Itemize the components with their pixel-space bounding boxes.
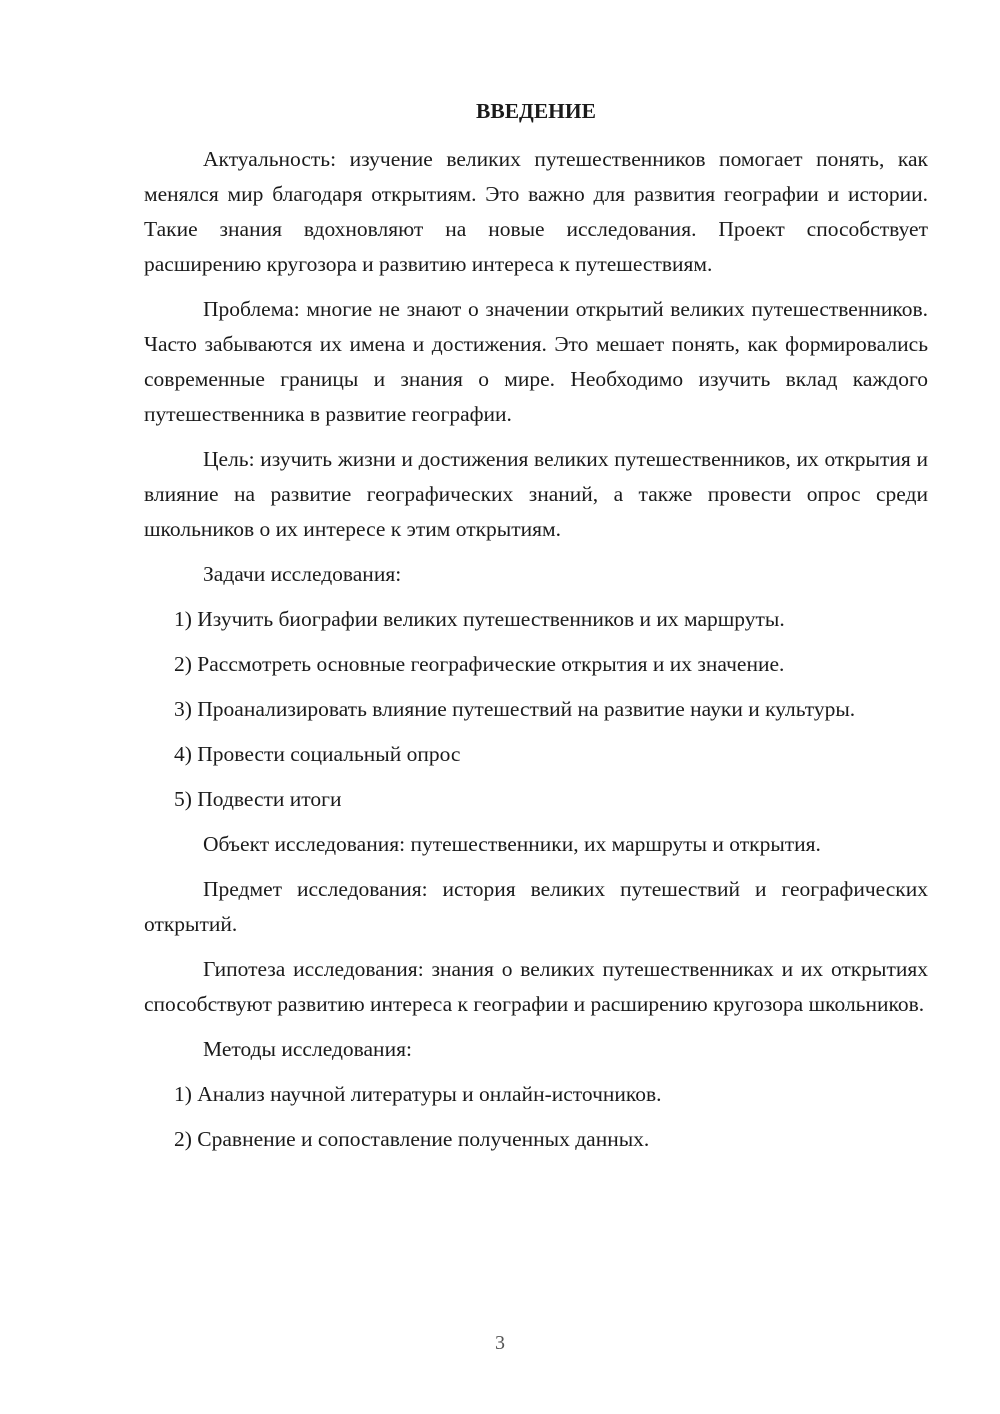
relevance-paragraph: Актуальность: изучение великих путешественников помогает понять, как менялся мир благодаря открытиям. Это важно для развития географии и истории. Такие знания вдохновляют на новые исследования. Проект способствует расширению кругозора и развитию интереса к путешествиям.: [144, 147, 928, 276]
method-item-2: 2) Сравнение и сопоставление полученных данных.: [174, 1127, 650, 1151]
hypothesis-paragraph: Гипотеза исследования: знания о великих путешественниках и их открытиях способствуют развитию интереса к географии и расширению кругозора школьников.: [144, 957, 928, 1016]
task-item-2: 2) Рассмотреть основные географические открытия и их значение.: [174, 652, 785, 676]
page-number: 3: [495, 1332, 505, 1354]
methods-heading: Методы исследования:: [203, 1037, 412, 1061]
task-item-5: 5) Подвести итоги: [174, 787, 342, 811]
problem-paragraph: Проблема: многие не знают о значении открытий великих путешественников. Часто забываются их имена и достижения. Это мешает понять, как формировались современные границы и знания о мире. Необходимо изучить вклад каждого путешественника в развитие географии.: [144, 297, 928, 426]
object-paragraph: Объект исследования: путешественники, их маршруты и открытия.: [203, 832, 821, 856]
task-item-1: 1) Изучить биографии великих путешественников и их маршруты.: [174, 607, 785, 631]
method-item-1: 1) Анализ научной литературы и онлайн-источников.: [174, 1082, 662, 1106]
goal-paragraph: Цель: изучить жизни и достижения великих путешественников, их открытия и влияние на развитие географических знаний, а также провести опрос среди школьников о их интересе к этим открытиям.: [144, 447, 928, 541]
task-item-4: 4) Провести социальный опрос: [174, 742, 461, 766]
subject-paragraph: Предмет исследования: история великих путешествий и географических открытий.: [144, 877, 928, 936]
document-page: [144, 96, 928, 1167]
section-title: ВВЕДЕНИЕ: [476, 99, 596, 123]
tasks-heading: Задачи исследования:: [203, 562, 402, 586]
task-item-3: 3) Проанализировать влияние путешествий на развитие науки и культуры.: [174, 697, 856, 721]
